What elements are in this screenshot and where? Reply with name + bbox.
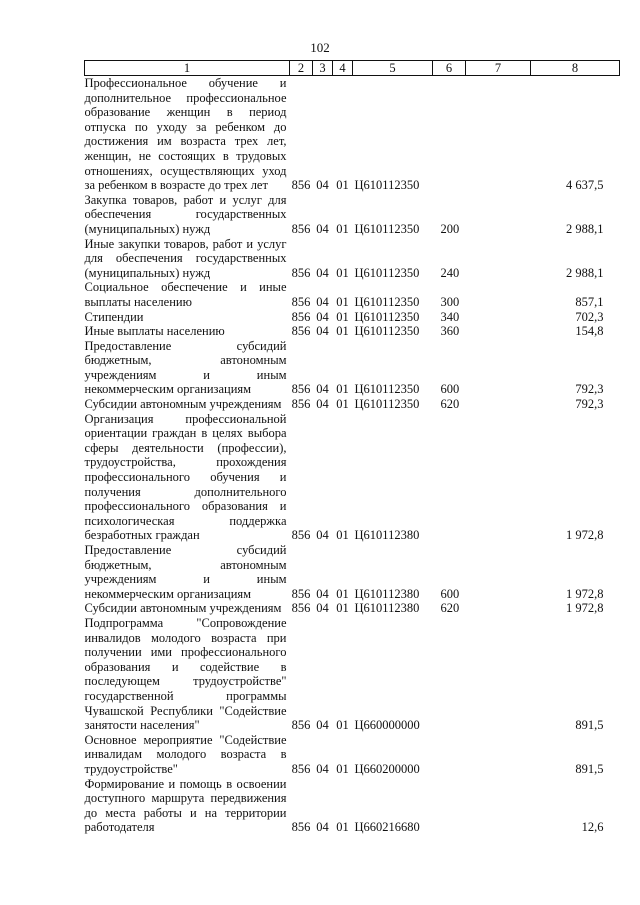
- amount-cell: 2 988,1: [566, 265, 604, 280]
- empty-cell: [466, 777, 531, 835]
- table-row: [85, 339, 620, 397]
- ministry-code-cell: 856: [291, 397, 311, 412]
- empty-cell: [466, 310, 531, 325]
- ministry-code-cell: 856: [291, 178, 311, 193]
- target-article-cell: Ц610112350: [354, 397, 420, 412]
- ministry-code-cell: 856: [291, 265, 311, 280]
- section-cell: 04: [316, 178, 329, 193]
- table-row: [85, 237, 620, 281]
- table-row: [85, 193, 620, 237]
- section-cell: 04: [316, 528, 329, 543]
- ministry-code-cell: 856: [291, 324, 311, 339]
- expense-type-cell: 600: [440, 382, 460, 397]
- subsection-cell: 01: [336, 324, 349, 339]
- table-row: [85, 733, 620, 777]
- ministry-code-cell: 856: [291, 528, 311, 543]
- subsection-cell: 01: [336, 820, 349, 835]
- row-name-cell: Формирование и помощь в освоении доступного маршрута передвижения до места работы и на территории работодателя: [84, 776, 287, 835]
- subsection-cell: 01: [336, 221, 349, 236]
- amount-cell: 4 637,5: [566, 178, 604, 193]
- table-row: [85, 412, 620, 543]
- empty-cell: [466, 543, 531, 601]
- amount-cell: 857,1: [575, 294, 604, 309]
- subsection-cell: 01: [336, 382, 349, 397]
- row-name-cell: Иные выплаты населению: [84, 324, 225, 339]
- subsection-cell: 01: [336, 309, 349, 324]
- target-article-cell: Ц610112350: [354, 309, 420, 324]
- column-header: 6: [433, 61, 466, 76]
- target-article-cell: Ц610112380: [354, 528, 420, 543]
- row-name-cell: Предоставление субсидий бюджетным, автономным учреждениям и иным некоммерческим организациям: [84, 338, 287, 397]
- ministry-code-cell: 856: [291, 382, 311, 397]
- amount-cell: 1 972,8: [566, 601, 604, 616]
- expense-type-cell: [433, 76, 466, 193]
- target-article-cell: Ц660000000: [354, 718, 420, 733]
- table-row: [85, 76, 620, 193]
- budget-table: [84, 60, 620, 835]
- subsection-cell: 01: [336, 586, 349, 601]
- table-row: [85, 280, 620, 309]
- target-article-cell: Ц610112380: [354, 601, 420, 616]
- row-name-cell: Предоставление субсидий бюджетным, автономным учреждениям и иным некоммерческим организациям: [84, 543, 287, 601]
- section-cell: 04: [316, 324, 329, 339]
- column-header: 4: [333, 61, 353, 76]
- section-cell: 04: [316, 309, 329, 324]
- subsection-cell: 01: [336, 178, 349, 193]
- empty-cell: [466, 193, 531, 237]
- column-header: 7: [466, 61, 531, 76]
- target-article-cell: Ц610112350: [354, 382, 420, 397]
- section-cell: 04: [316, 718, 329, 733]
- row-name-cell: Организация профессиональной ориентации граждан в целях выбора сферы деятельности (профессии), трудоустройства, прохождения профессионального обучения и получения дополнительного профессионального образования и психологическая поддержка безработных граждан: [84, 411, 287, 543]
- column-header: 2: [290, 61, 313, 76]
- empty-cell: [466, 324, 531, 339]
- section-cell: 04: [316, 586, 329, 601]
- column-header: 8: [531, 61, 620, 76]
- target-article-cell: Ц610112350: [354, 178, 420, 193]
- section-cell: 04: [316, 820, 329, 835]
- ministry-code-cell: 856: [291, 601, 311, 616]
- row-name-cell: Профессиональное обучение и дополнительное профессиональное образование женщин в период отпуска по уходу за ребенком до достижения им возраста трех лет, женщин, не состоящих в трудовых отношениях, осуществляющих уход за ребенком в возрасте до трех лет: [84, 76, 287, 193]
- expense-type-cell: [433, 777, 466, 835]
- amount-cell: 12,6: [581, 820, 604, 835]
- table-row: [85, 543, 620, 601]
- row-name-cell: Стипендии: [84, 309, 144, 324]
- table-row: [85, 616, 620, 733]
- amount-cell: 891,5: [575, 718, 604, 733]
- target-article-cell: Ц660216680: [354, 820, 420, 835]
- expense-type-cell: 200: [440, 221, 460, 236]
- expense-type-cell: 620: [440, 601, 460, 616]
- row-name-cell: Субсидии автономным учреждениям: [84, 397, 282, 412]
- empty-cell: [466, 601, 531, 616]
- target-article-cell: Ц610112350: [354, 324, 420, 339]
- ministry-code-cell: 856: [291, 294, 311, 309]
- amount-cell: 1 972,8: [566, 586, 604, 601]
- ministry-code-cell: 856: [291, 586, 311, 601]
- expense-type-cell: [433, 412, 466, 543]
- ministry-code-cell: 856: [291, 221, 311, 236]
- target-article-cell: Ц610112350: [354, 265, 420, 280]
- column-header-row: [85, 61, 620, 76]
- amount-cell: 891,5: [575, 761, 604, 776]
- target-article-cell: Ц660200000: [354, 761, 420, 776]
- amount-cell: 2 988,1: [566, 221, 604, 236]
- expense-type-cell: 240: [440, 265, 460, 280]
- table-row: [85, 397, 620, 412]
- target-article-cell: Ц610112380: [354, 586, 420, 601]
- empty-cell: [466, 397, 531, 412]
- row-name-cell: Субсидии автономным учреждениям: [84, 601, 282, 616]
- table-row: [85, 310, 620, 325]
- section-cell: 04: [316, 265, 329, 280]
- amount-cell: 792,3: [575, 382, 604, 397]
- table-row: [85, 777, 620, 835]
- row-name-cell: Иные закупки товаров, работ и услуг для обеспечения государственных (муниципальных) нужд: [84, 236, 287, 280]
- subsection-cell: 01: [336, 601, 349, 616]
- row-name-cell: Социальное обеспечение и иные выплаты населению: [84, 280, 287, 309]
- section-cell: 04: [316, 601, 329, 616]
- page-number: 102: [310, 40, 330, 55]
- subsection-cell: 01: [336, 528, 349, 543]
- section-cell: 04: [316, 397, 329, 412]
- empty-cell: [466, 280, 531, 309]
- subsection-cell: 01: [336, 718, 349, 733]
- section-cell: 04: [316, 221, 329, 236]
- column-header: 3: [313, 61, 333, 76]
- expense-type-cell: 600: [440, 586, 460, 601]
- row-name-cell: Закупка товаров, работ и услуг для обеспечения государственных (муниципальных) нужд: [84, 192, 287, 236]
- amount-cell: 792,3: [575, 397, 604, 412]
- ministry-code-cell: 856: [291, 761, 311, 776]
- expense-type-cell: 620: [440, 397, 460, 412]
- section-cell: 04: [316, 761, 329, 776]
- ministry-code-cell: 856: [291, 718, 311, 733]
- subsection-cell: 01: [336, 761, 349, 776]
- expense-type-cell: 340: [440, 309, 460, 324]
- expense-type-cell: 360: [440, 324, 460, 339]
- target-article-cell: Ц610112350: [354, 221, 420, 236]
- expense-type-cell: 300: [440, 294, 460, 309]
- subsection-cell: 01: [336, 397, 349, 412]
- column-header: 1: [85, 61, 290, 76]
- subsection-cell: 01: [336, 265, 349, 280]
- expense-type-cell: [433, 616, 466, 733]
- row-name-cell: Подпрограмма "Сопровождение инвалидов молодого возраста при получении ими профессионального образования и содействие в последующем трудоустройстве" государственной программы Чувашской Республики "Содействие занятости населения": [84, 615, 287, 733]
- expense-type-cell: [433, 733, 466, 777]
- subsection-cell: 01: [336, 294, 349, 309]
- amount-cell: 1 972,8: [566, 528, 604, 543]
- target-article-cell: Ц610112350: [354, 294, 420, 309]
- column-header: 5: [353, 61, 433, 76]
- ministry-code-cell: 856: [291, 820, 311, 835]
- empty-cell: [466, 733, 531, 777]
- empty-cell: [466, 412, 531, 543]
- table-row: [85, 601, 620, 616]
- empty-cell: [466, 616, 531, 733]
- amount-cell: 702,3: [575, 309, 604, 324]
- ministry-code-cell: 856: [291, 309, 311, 324]
- table-row: [85, 324, 620, 339]
- section-cell: 04: [316, 382, 329, 397]
- empty-cell: [466, 237, 531, 281]
- empty-cell: [466, 76, 531, 193]
- section-cell: 04: [316, 294, 329, 309]
- amount-cell: 154,8: [575, 324, 604, 339]
- row-name-cell: Основное мероприятие "Содействие инвалидам молодого возраста в трудоустройстве": [84, 732, 287, 776]
- empty-cell: [466, 339, 531, 397]
